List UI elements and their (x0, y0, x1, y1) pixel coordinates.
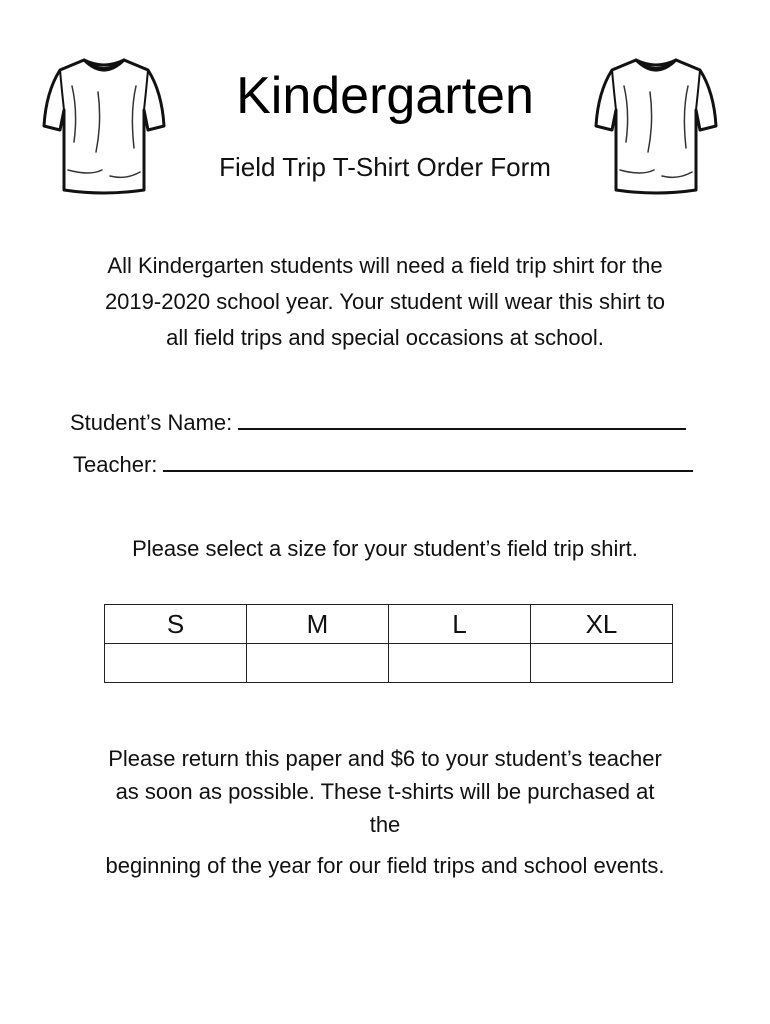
closing-line: the (369, 812, 401, 837)
size-option-xl: XL (531, 605, 673, 644)
size-select-box-s[interactable] (105, 644, 247, 683)
t-shirt-icon (592, 52, 720, 198)
student-name-field (70, 408, 686, 438)
size-selection-row (105, 644, 673, 683)
student-name-blank[interactable] (238, 410, 686, 430)
size-prompt: Please select a size for your student’s field trip shirt. (132, 536, 638, 561)
size-table (104, 604, 673, 683)
intro-paragraph (0, 248, 770, 356)
closing-line: beginning of the year for our field trips and school events. (105, 853, 665, 878)
intro-line: all field trips and special occasions at school. (166, 325, 604, 350)
page-title: Kindergarten (236, 67, 534, 125)
size-select-box-xl[interactable] (531, 644, 673, 683)
closing-line: as soon as possible. These t-shirts will be purchased at (115, 779, 655, 804)
size-header-row (105, 605, 673, 644)
intro-line: 2019-2020 school year. Your student will wear this shirt to (104, 289, 666, 314)
teacher-label: Teacher: (73, 452, 158, 477)
size-select-box-l[interactable] (389, 644, 531, 683)
closing-paragraph (0, 742, 770, 882)
size-option-s: S (105, 605, 247, 644)
size-option-l: L (389, 605, 531, 644)
size-select-box-m[interactable] (247, 644, 389, 683)
teacher-blank[interactable] (163, 452, 693, 472)
teacher-field (73, 450, 693, 480)
page-subtitle: Field Trip T-Shirt Order Form (219, 152, 551, 182)
student-name-label: Student’s Name: (70, 410, 233, 435)
closing-line: Please return this paper and $6 to your student’s teacher (108, 746, 662, 771)
intro-line: All Kindergarten students will need a field trip shirt for the (107, 253, 663, 278)
t-shirt-icon-right (592, 52, 720, 198)
size-option-m: M (247, 605, 389, 644)
